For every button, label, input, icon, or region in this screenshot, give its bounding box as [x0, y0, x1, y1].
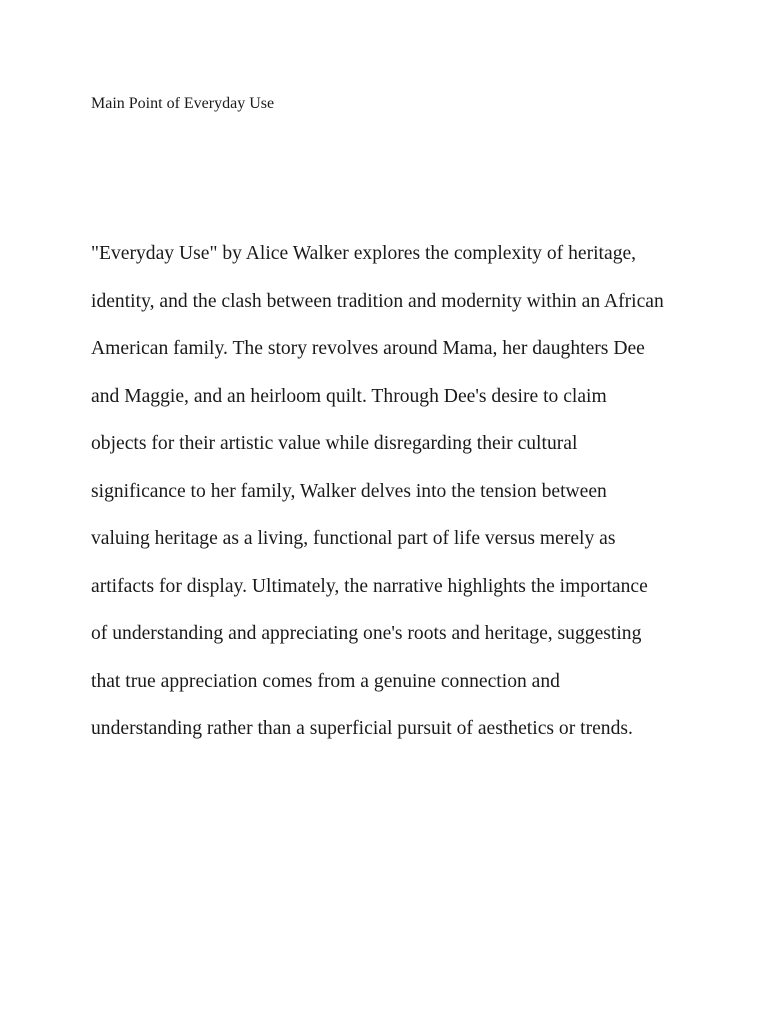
paragraph-line: identity, and the clash between tradition and modernity within an African — [91, 290, 664, 312]
paragraph-line: significance to her family, Walker delves into the tension between — [91, 480, 607, 502]
paragraph-line: and Maggie, and an heirloom quilt. Through Dee's desire to claim — [91, 385, 607, 407]
paragraph-line: artifacts for display. Ultimately, the narrative highlights the importance — [91, 575, 648, 597]
paragraph-line: objects for their artistic value while disregarding their cultural — [91, 433, 578, 454]
paragraph-line: of understanding and appreciating one's roots and heritage, suggesting — [91, 623, 642, 644]
document-title: Main Point of Everyday Use — [91, 95, 275, 112]
paragraph-line: "Everyday Use" by Alice Walker explores the complexity of heritage, — [91, 243, 637, 264]
body-paragraph — [91, 240, 731, 763]
paragraph-line: American family. The story revolves around Mama, her daughters Dee — [91, 338, 645, 359]
paragraph-line: understanding rather than a superficial pursuit of aesthetics or trends. — [91, 718, 633, 739]
paragraph-line: that true appreciation comes from a genuine connection and — [91, 670, 560, 692]
paragraph-line: valuing heritage as a living, functional part of life versus merely as — [91, 528, 616, 549]
